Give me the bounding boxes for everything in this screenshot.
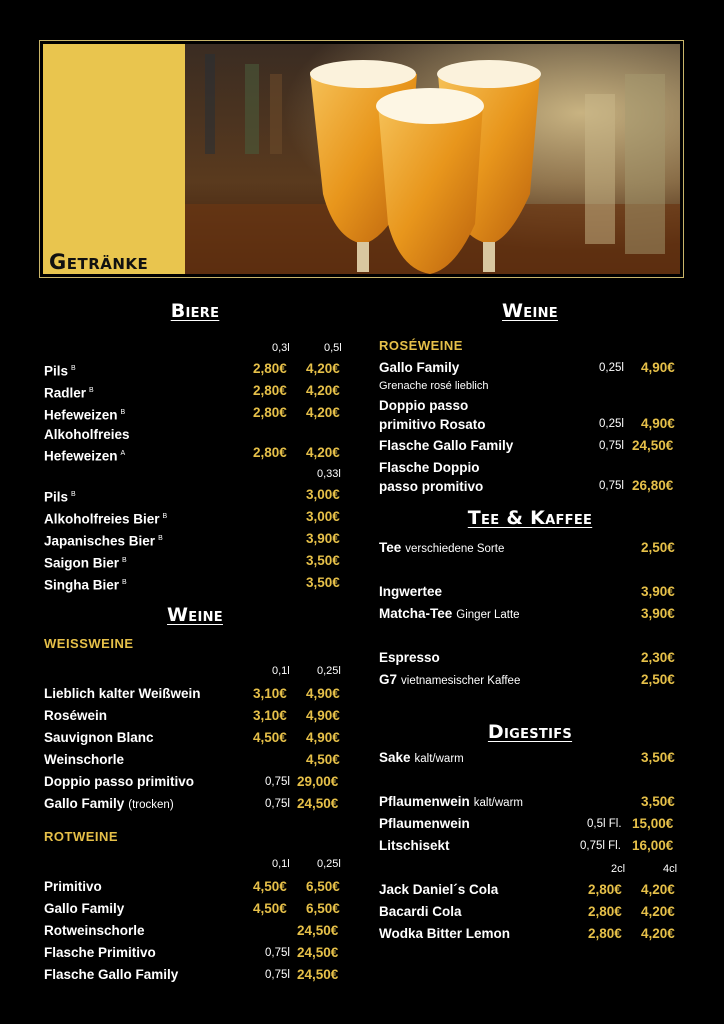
- allergen-mark: B: [71, 491, 76, 498]
- menu-item: [44, 705, 346, 727]
- price: 3,00€: [306, 509, 340, 524]
- price: 2,50€: [641, 672, 675, 687]
- item-name: Flasche Primitivo: [44, 945, 156, 960]
- price: 24,50€: [632, 438, 674, 453]
- size-header: [44, 464, 346, 484]
- item-name: Singha Bier: [44, 577, 120, 593]
- price: 4,90€: [306, 708, 340, 723]
- menu-item: [379, 395, 681, 435]
- allergen-mark: B: [158, 535, 163, 542]
- item-name: Primitivo: [44, 879, 102, 894]
- item-name: Sauvignon Blanc: [44, 730, 154, 745]
- price: 24,50€: [297, 923, 339, 938]
- item-name: primitivo Rosato: [379, 417, 486, 432]
- menu-item: [44, 380, 346, 402]
- beer-glasses-photo: [185, 44, 680, 274]
- size-header: [44, 854, 346, 874]
- item-name: Pflaumenwein: [379, 816, 470, 831]
- price: 3,50€: [641, 794, 675, 809]
- menu-item: [44, 424, 346, 464]
- tee-kaffee-heading: Tee & Kaffee: [467, 507, 593, 529]
- price: 4,50€: [306, 752, 340, 767]
- menu-item: [379, 647, 681, 669]
- size-label: 4cl: [663, 863, 678, 875]
- item-name: Matcha-Tee: [379, 606, 453, 621]
- price: 4,90€: [641, 416, 675, 431]
- item-name: Jack Daniel´s Cola: [379, 882, 499, 897]
- item-name: G7: [379, 672, 398, 687]
- size-label: 0,5l: [324, 342, 342, 354]
- price: 4,90€: [306, 686, 340, 701]
- item-name: Rotweinschorle: [44, 923, 145, 938]
- bottle-size: 0,75l: [265, 776, 290, 788]
- item-name: Gallo Family: [44, 796, 125, 811]
- price: 2,80€: [253, 445, 287, 460]
- page-title: Getränke: [49, 250, 149, 274]
- menu-item: [44, 550, 346, 572]
- price: 2,80€: [253, 361, 287, 376]
- menu-item: [44, 749, 346, 771]
- menu-item: [44, 402, 346, 424]
- bottle-size: 0,25l: [599, 362, 624, 374]
- item-name: Hefeweizen: [44, 448, 118, 464]
- price: 3,90€: [306, 531, 340, 546]
- price: 4,20€: [641, 904, 675, 919]
- price: 4,50€: [253, 730, 287, 745]
- title-panel: [43, 44, 185, 274]
- digestifs-heading: Digestifs: [487, 721, 573, 743]
- item-name: Roséwein: [44, 708, 108, 723]
- menu-item: [44, 920, 346, 942]
- size-label: 2cl: [611, 863, 626, 875]
- item-name: Gallo Family: [379, 360, 460, 375]
- menu-item: [44, 898, 346, 920]
- allergen-mark: B: [120, 409, 126, 416]
- size-label: 0,33l: [317, 468, 341, 480]
- price: 4,20€: [306, 383, 340, 398]
- size-label: 0,25l: [317, 858, 341, 870]
- item-name: Pflaumenwein: [379, 794, 470, 809]
- price: 24,50€: [297, 796, 339, 811]
- menu-item: [44, 484, 346, 506]
- allergen-mark: B: [71, 365, 76, 372]
- roseweine-title: ROSÉWEINE: [379, 338, 463, 353]
- price: 4,20€: [641, 882, 675, 897]
- price: 3,50€: [306, 575, 340, 590]
- price: 3,50€: [641, 750, 675, 765]
- menu-item: [379, 835, 681, 857]
- menu-item: [379, 813, 681, 835]
- menu-item: [379, 879, 681, 901]
- size-header: [44, 338, 346, 358]
- price: 3,00€: [306, 487, 340, 502]
- item-name: Lieblich kalter Weißwein: [44, 686, 201, 701]
- bottle-size: 0,25l: [599, 418, 624, 430]
- allergen-mark: A: [120, 450, 126, 457]
- allergen-mark: B: [122, 579, 127, 586]
- item-name: Ingwertee: [379, 584, 443, 599]
- rotweine-title: ROTWEINE: [44, 829, 119, 844]
- menu-item: [44, 683, 346, 705]
- item-name: Doppio passo primitivo: [44, 774, 195, 789]
- item-note: vietnamesischer Kaffee: [401, 675, 521, 687]
- price: 4,20€: [306, 361, 340, 376]
- item-note: kalt/warm: [473, 797, 523, 809]
- item-name: Japanisches Bier: [44, 533, 156, 549]
- menu-item: [44, 942, 346, 964]
- item-name: Radler: [44, 385, 87, 401]
- item-name: Pils: [44, 489, 69, 505]
- price: 4,20€: [641, 926, 675, 941]
- price: 3,50€: [306, 553, 340, 568]
- price: 2,80€: [588, 926, 622, 941]
- bottle-size: 0,75l Fl.: [580, 840, 621, 852]
- bottle-size: 0,75l: [265, 798, 290, 810]
- bottle-size: 0,75l: [599, 440, 624, 452]
- menu-item: [379, 669, 681, 691]
- allergen-mark: B: [122, 557, 127, 564]
- menu-item: [379, 537, 681, 559]
- price: 2,80€: [588, 904, 622, 919]
- item-name: Alkoholfreies Bier: [44, 511, 160, 527]
- size-header: [44, 661, 346, 681]
- menu-item: [44, 964, 346, 986]
- menu-item: [44, 528, 346, 550]
- item-name: Doppio passo: [379, 398, 469, 413]
- price: 4,50€: [253, 901, 287, 916]
- price: 3,10€: [253, 708, 287, 723]
- bottle-size: 0,75l: [265, 969, 290, 981]
- item-name: Flasche Doppio: [379, 460, 480, 475]
- menu-item: [379, 923, 681, 945]
- left-column: [44, 300, 346, 986]
- menu-item: [44, 358, 346, 380]
- price: 2,30€: [641, 650, 675, 665]
- item-name: Pils: [44, 363, 69, 379]
- menu-item: [379, 603, 681, 625]
- item-note: Ginger Latte: [456, 609, 520, 621]
- weine-heading: Weine: [502, 300, 558, 322]
- item-desc: Grenache rosé lieblich: [379, 380, 489, 392]
- size-label: 0,1l: [272, 858, 290, 870]
- menu-item: [379, 901, 681, 923]
- item-name: Weinschorle: [44, 752, 125, 767]
- item-name: Hefeweizen: [44, 407, 118, 423]
- size-header: [379, 859, 681, 879]
- weissweine-title: WEISSWEINE: [44, 636, 134, 651]
- item-name: Flasche Gallo Family: [379, 438, 514, 453]
- right-column: [379, 300, 681, 945]
- weine-heading: Weine: [167, 604, 223, 626]
- menu-item: [44, 506, 346, 528]
- item-note: verschiedene Sorte: [405, 543, 505, 555]
- size-label: 0,3l: [272, 342, 290, 354]
- size-label: 0,25l: [317, 665, 341, 677]
- price: 15,00€: [632, 816, 674, 831]
- item-note: kalt/warm: [414, 753, 464, 765]
- price: 26,80€: [632, 478, 674, 493]
- price: 6,50€: [306, 901, 340, 916]
- allergen-mark: B: [162, 513, 168, 520]
- menu-item: [379, 791, 681, 813]
- price: 4,90€: [641, 360, 675, 375]
- item-name: Espresso: [379, 650, 440, 665]
- price: 2,80€: [588, 882, 622, 897]
- menu-item: [44, 771, 346, 793]
- item-name: passo promitivo: [379, 479, 484, 494]
- price: 3,90€: [641, 584, 675, 599]
- size-label: 0,1l: [272, 665, 290, 677]
- item-name: Litschisekt: [379, 838, 450, 853]
- price: 4,20€: [306, 405, 340, 420]
- menu-item: [44, 876, 346, 898]
- item-name: Alkoholfreies: [44, 427, 130, 442]
- header-banner: [39, 40, 684, 278]
- bottle-size: 0,75l: [265, 947, 290, 959]
- price: 4,20€: [306, 445, 340, 460]
- price: 16,00€: [632, 838, 674, 853]
- item-name: Tee: [379, 540, 402, 555]
- item-name: Gallo Family: [44, 901, 125, 916]
- item-name: Saigon Bier: [44, 555, 120, 571]
- menu-item: [44, 572, 346, 594]
- price: 24,50€: [297, 967, 339, 982]
- price: 24,50€: [297, 945, 339, 960]
- price: 2,80€: [253, 405, 287, 420]
- price: 29,00€: [297, 774, 339, 789]
- menu-item: [379, 357, 681, 395]
- item-name: Bacardi Cola: [379, 904, 462, 919]
- item-name: Wodka Bitter Lemon: [379, 926, 511, 941]
- menu-item: [379, 581, 681, 603]
- price: 4,90€: [306, 730, 340, 745]
- price: 6,50€: [306, 879, 340, 894]
- price: 2,80€: [253, 383, 287, 398]
- bottle-size: 0,5l Fl.: [587, 818, 622, 830]
- menu-item: [379, 457, 681, 497]
- price: 4,50€: [253, 879, 287, 894]
- allergen-mark: B: [89, 387, 94, 394]
- item-name: Sake: [379, 750, 411, 765]
- menu-item: [379, 747, 681, 769]
- price: 3,10€: [253, 686, 287, 701]
- menu-item: [44, 727, 346, 749]
- biere-heading: Biere: [170, 300, 220, 322]
- price: 3,90€: [641, 606, 675, 621]
- menu-item: [44, 793, 346, 815]
- item-note: (trocken): [128, 799, 174, 811]
- bottle-size: 0,75l: [599, 480, 624, 492]
- price: 2,50€: [641, 540, 675, 555]
- item-name: Flasche Gallo Family: [44, 967, 179, 982]
- menu-item: [379, 435, 681, 457]
